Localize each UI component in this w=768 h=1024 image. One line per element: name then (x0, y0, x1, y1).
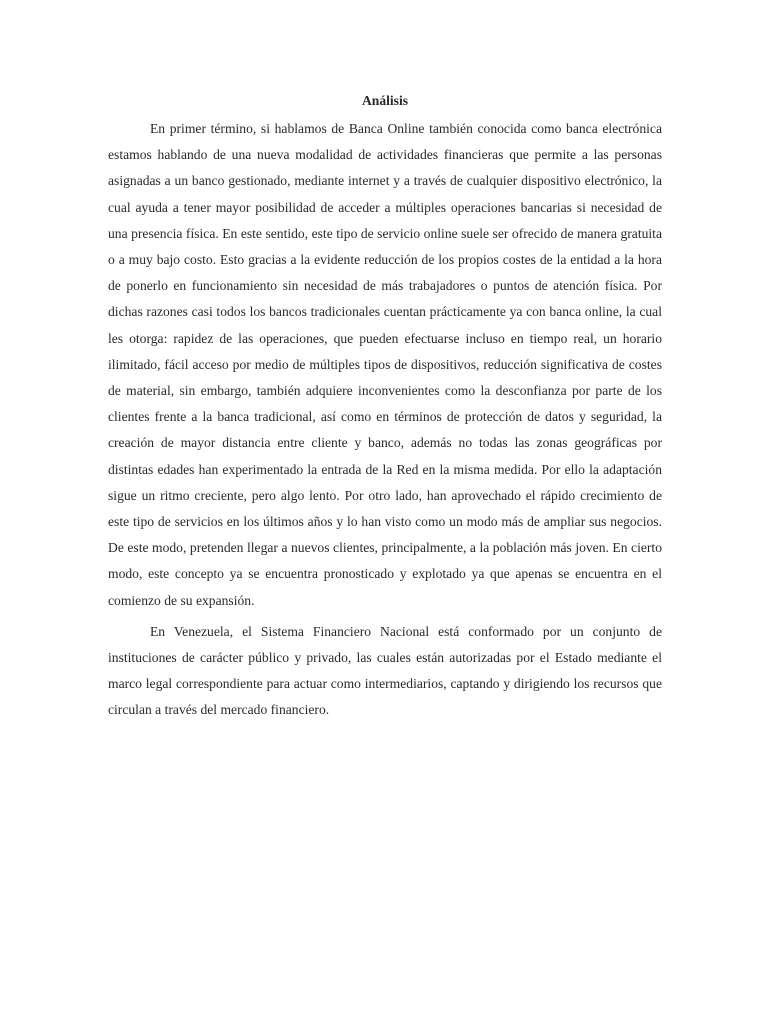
paragraph-banca-online: En primer término, si hablamos de Banca Online también conocida como banca electrónica estamos hablando de una nueva modalidad de actividades financieras que permite a las personas asignadas a un banco gestionado, mediante internet y a través de cualquier dispositivo electrónico, la cual ayuda a tener mayor posibilidad de acceder a múltiples operaciones bancarias si necesidad de una presencia física. En este sentido, este tipo de servicio online suele ser ofrecido de manera gratuita o a muy bajo costo. Esto gracias a la evidente reducción de los propios costes de la entidad a la hora de ponerlo en funcionamiento sin necesidad de más trabajadores o puntos de atención física. Por dichas razones casi todos los bancos tradicionales cuentan prácticamente ya con banca online, la cual les otorga: rapidez de las operaciones, que pueden efectuarse incluso en tiempo real, un horario ilimitado, fácil acceso por medio de múltiples tipos de dispositivos, reducción significativa de costes de material, sin embargo, también adquiere inconvenientes como la desconfianza por parte de los clientes frente a la banca tradicional, así como en términos de protección de datos y seguridad, la creación de mayor distancia entre cliente y banco, además no todas las zonas geográficas por distintas edades han experimentado la entrada de la Red en la misma medida. Por ello la adaptación sigue un ritmo creciente, pero algo lento. Por otro lado, han aprovechado el rápido crecimiento de este tipo de servicios en los últimos años y lo han visto como un modo más de ampliar sus negocios. De este modo, pretenden llegar a nuevos clientes, principalmente, a la población más joven. En cierto modo, este concepto ya se encuentra pronosticado y explotado ya que apenas se encuentra en el comienzo de su expansión. (108, 121, 662, 608)
document-title: Análisis (361, 93, 409, 108)
paragraph-venezuela: En Venezuela, el Sistema Financiero Nacional está conformado por un conjunto de instituciones de carácter público y privado, las cuales están autorizadas por el Estado mediante el marco legal correspondiente para actuar como intermediarios, captando y dirigiendo los recursos que circulan a través del mercado financiero. (108, 623, 662, 718)
document-body (108, 90, 662, 724)
